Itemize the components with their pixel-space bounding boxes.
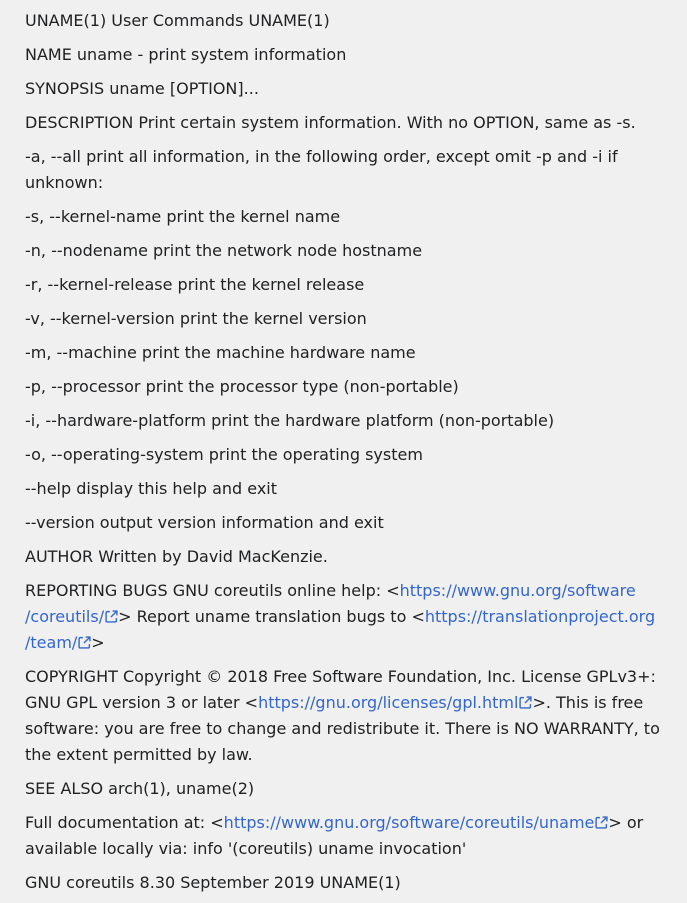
text-run: Full documentation at: < <box>25 813 224 832</box>
man-option-nodename <box>25 238 665 264</box>
external-link[interactable]: https://gnu.org/licenses/gpl.html <box>258 693 532 712</box>
man-section-synopsis <box>25 76 665 102</box>
text-run: > <box>91 633 105 652</box>
external-link-icon <box>78 636 91 649</box>
man-page <box>25 8 665 896</box>
external-link[interactable]: https://translationproject.org/team/ <box>25 607 656 652</box>
man-section-reporting-bugs <box>25 578 665 656</box>
text-run: NAME uname - print system information <box>25 45 347 64</box>
man-header-line <box>25 8 665 34</box>
man-full-documentation <box>25 810 665 862</box>
text-run: REPORTING BUGS GNU coreutils online help: < <box>25 581 400 600</box>
external-link-icon <box>595 816 608 829</box>
man-section-copyright <box>25 664 665 768</box>
man-section-see-also <box>25 776 665 802</box>
text-run: > or available locally via: info '(coreutils) uname invocation' <box>25 813 644 858</box>
text-run: -m, --machine print the machine hardware name <box>25 343 416 362</box>
external-link[interactable]: https://www.gnu.org/software/coreutils/ <box>25 581 636 626</box>
text-run: > Report uname translation bugs to < <box>118 607 425 626</box>
man-option-version <box>25 510 665 536</box>
text-run: -p, --processor print the processor type (non-portable) <box>25 377 459 396</box>
text-run: -o, --operating-system print the operating system <box>25 445 423 464</box>
man-section-description <box>25 110 665 136</box>
text-run: COPYRIGHT Copyright © 2018 Free Software Foundation, Inc. License GPLv3+: GNU GPL version 3 or later < <box>25 667 656 712</box>
man-option-kernel-version <box>25 306 665 332</box>
text-run: --version output version information and exit <box>25 513 384 532</box>
text-run: DESCRIPTION Print certain system information. With no OPTION, same as -s. <box>25 113 636 132</box>
text-run: -s, --kernel-name print the kernel name <box>25 207 341 226</box>
text-run: AUTHOR Written by David MacKenzie. <box>25 547 328 566</box>
external-link-icon <box>105 610 118 623</box>
man-option-machine <box>25 340 665 366</box>
text-run: SEE ALSO arch(1), uname(2) <box>25 779 255 798</box>
text-run: -n, --nodename print the network node hostname <box>25 241 423 260</box>
external-link[interactable]: https://www.gnu.org/software/coreutils/uname <box>224 813 609 832</box>
man-option-processor <box>25 374 665 400</box>
text-run: -v, --kernel-version print the kernel version <box>25 309 367 328</box>
man-footer-line <box>25 870 665 896</box>
text-run: >. This is free software: you are free to change and redistribute it. There is NO WARRANTY, to the extent permitted by law. <box>25 693 660 764</box>
text-run: SYNOPSIS uname [OPTION]... <box>25 79 259 98</box>
man-option-hardware-platform <box>25 408 665 434</box>
text-run: UNAME(1) User Commands UNAME(1) <box>25 11 330 30</box>
text-run: --help display this help and exit <box>25 479 278 498</box>
man-option-operating-system <box>25 442 665 468</box>
external-link-icon <box>519 696 532 709</box>
text-run: -a, --all print all information, in the following order, except omit -p and -i if unknown: <box>25 147 618 192</box>
text-run: -r, --kernel-release print the kernel release <box>25 275 365 294</box>
man-option-kernel-name <box>25 204 665 230</box>
man-option-help <box>25 476 665 502</box>
man-section-author <box>25 544 665 570</box>
man-option-kernel-release <box>25 272 665 298</box>
man-option-all <box>25 144 665 196</box>
text-run: GNU coreutils 8.30 September 2019 UNAME(1) <box>25 873 401 892</box>
man-section-name <box>25 42 665 68</box>
text-run: -i, --hardware-platform print the hardware platform (non-portable) <box>25 411 555 430</box>
